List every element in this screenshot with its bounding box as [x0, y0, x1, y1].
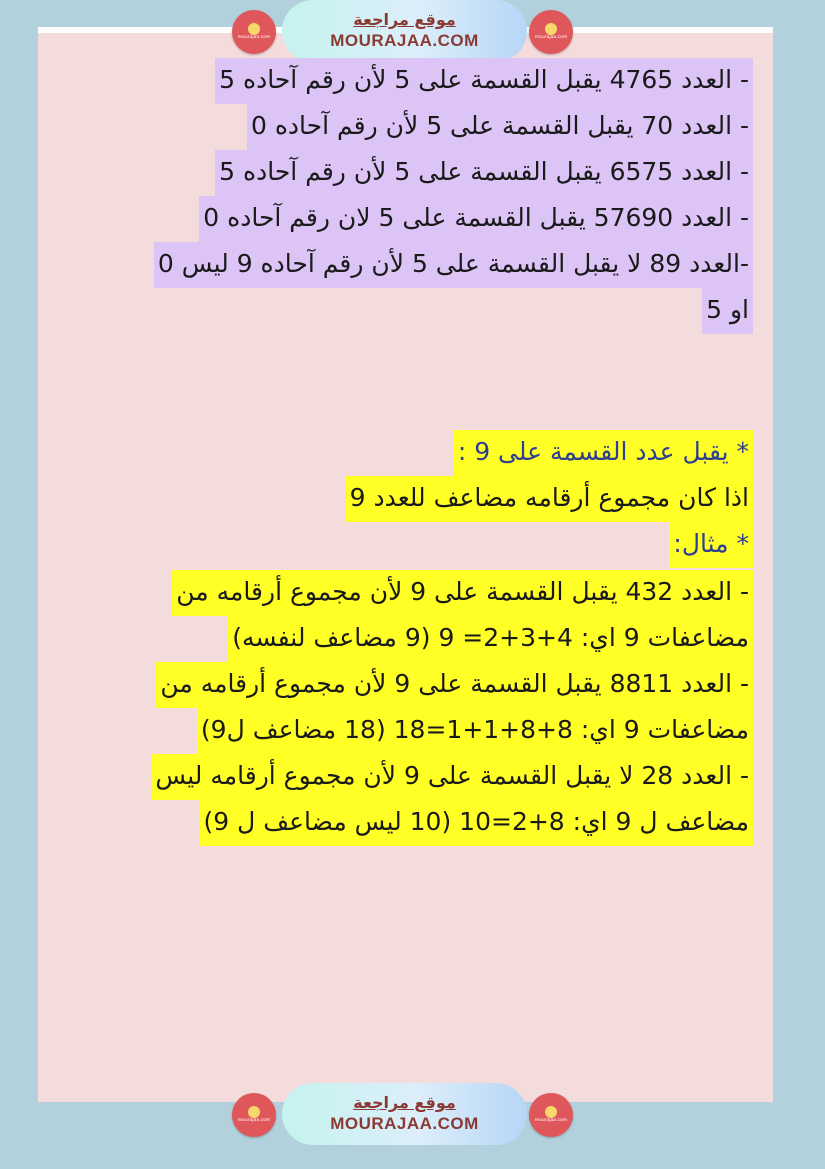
logo-caption: mourajaa.com: [534, 1118, 568, 1123]
site-name-link[interactable]: [282, 0, 527, 62]
divisible-by-9-example-line: - العدد 8811 يقبل القسمة على 9 لأن مجموع أرقامه من: [156, 662, 753, 708]
divisible-by-9-example-line: مضاعف ل 9 اي: 8+2=10 (10 ليس مضاعف ل 9): [200, 800, 753, 846]
divisible-by-9-heading: * يقبل عدد القسمة على 9 :: [454, 430, 753, 476]
site-arabic-name: موقع مراجعة: [353, 1093, 456, 1112]
site-arabic-name: موقع مراجعة: [353, 10, 456, 29]
site-name-link[interactable]: [282, 1083, 527, 1145]
logo-caption: mourajaa.com: [534, 35, 568, 40]
divisible-by-5-line: - العدد 4765 يقبل القسمة على 5 لأن رقم آحاده 5: [215, 58, 753, 104]
divisible-by-5-line: -العدد 89 لا يقبل القسمة على 5 لأن رقم آحاده 9 ليس 0: [154, 242, 753, 288]
site-logo-icon: [232, 10, 276, 54]
site-logo-icon: [232, 1093, 276, 1137]
divisible-by-5-line: - العدد 57690 يقبل القسمة على 5 لان رقم آحاده 0: [199, 196, 753, 242]
example-label: * مثال:: [669, 522, 753, 568]
divisible-by-5-line: - العدد 6575 يقبل القسمة على 5 لأن رقم آحاده 5: [215, 150, 753, 196]
logo-caption: mourajaa.com: [237, 1118, 271, 1123]
divisible-by-5-line: او 5: [702, 288, 753, 334]
logo-caption: mourajaa.com: [237, 35, 271, 40]
divisible-by-9-example-line: - العدد 28 لا يقبل القسمة على 9 لأن مجموع أرقامه ليس: [151, 754, 753, 800]
divisible-by-9-rule: اذا كان مجموع أرقامه مضاعف للعدد 9: [346, 476, 753, 522]
site-logo-icon: [529, 10, 573, 54]
divisible-by-9-example-line: مضاعفات 9 اي: 8+8+1+1=18 (18 مضاعف ل9): [197, 708, 753, 754]
site-latin-name: MOURAJAA.COM: [330, 31, 479, 50]
site-logo-icon: [529, 1093, 573, 1137]
divisible-by-9-example-line: مضاعفات 9 اي: 4+3+2= 9 (9 مضاعف لنفسه): [228, 616, 753, 662]
site-banner-top[interactable]: [232, 0, 577, 64]
divisible-by-5-line: - العدد 70 يقبل القسمة على 5 لأن رقم آحاده 0: [247, 104, 753, 150]
site-banner-bottom[interactable]: [232, 1083, 577, 1147]
divisible-by-9-example-line: - العدد 432 يقبل القسمة على 9 لأن مجموع أرقامه من: [172, 570, 753, 616]
site-latin-name: MOURAJAA.COM: [330, 1114, 479, 1133]
